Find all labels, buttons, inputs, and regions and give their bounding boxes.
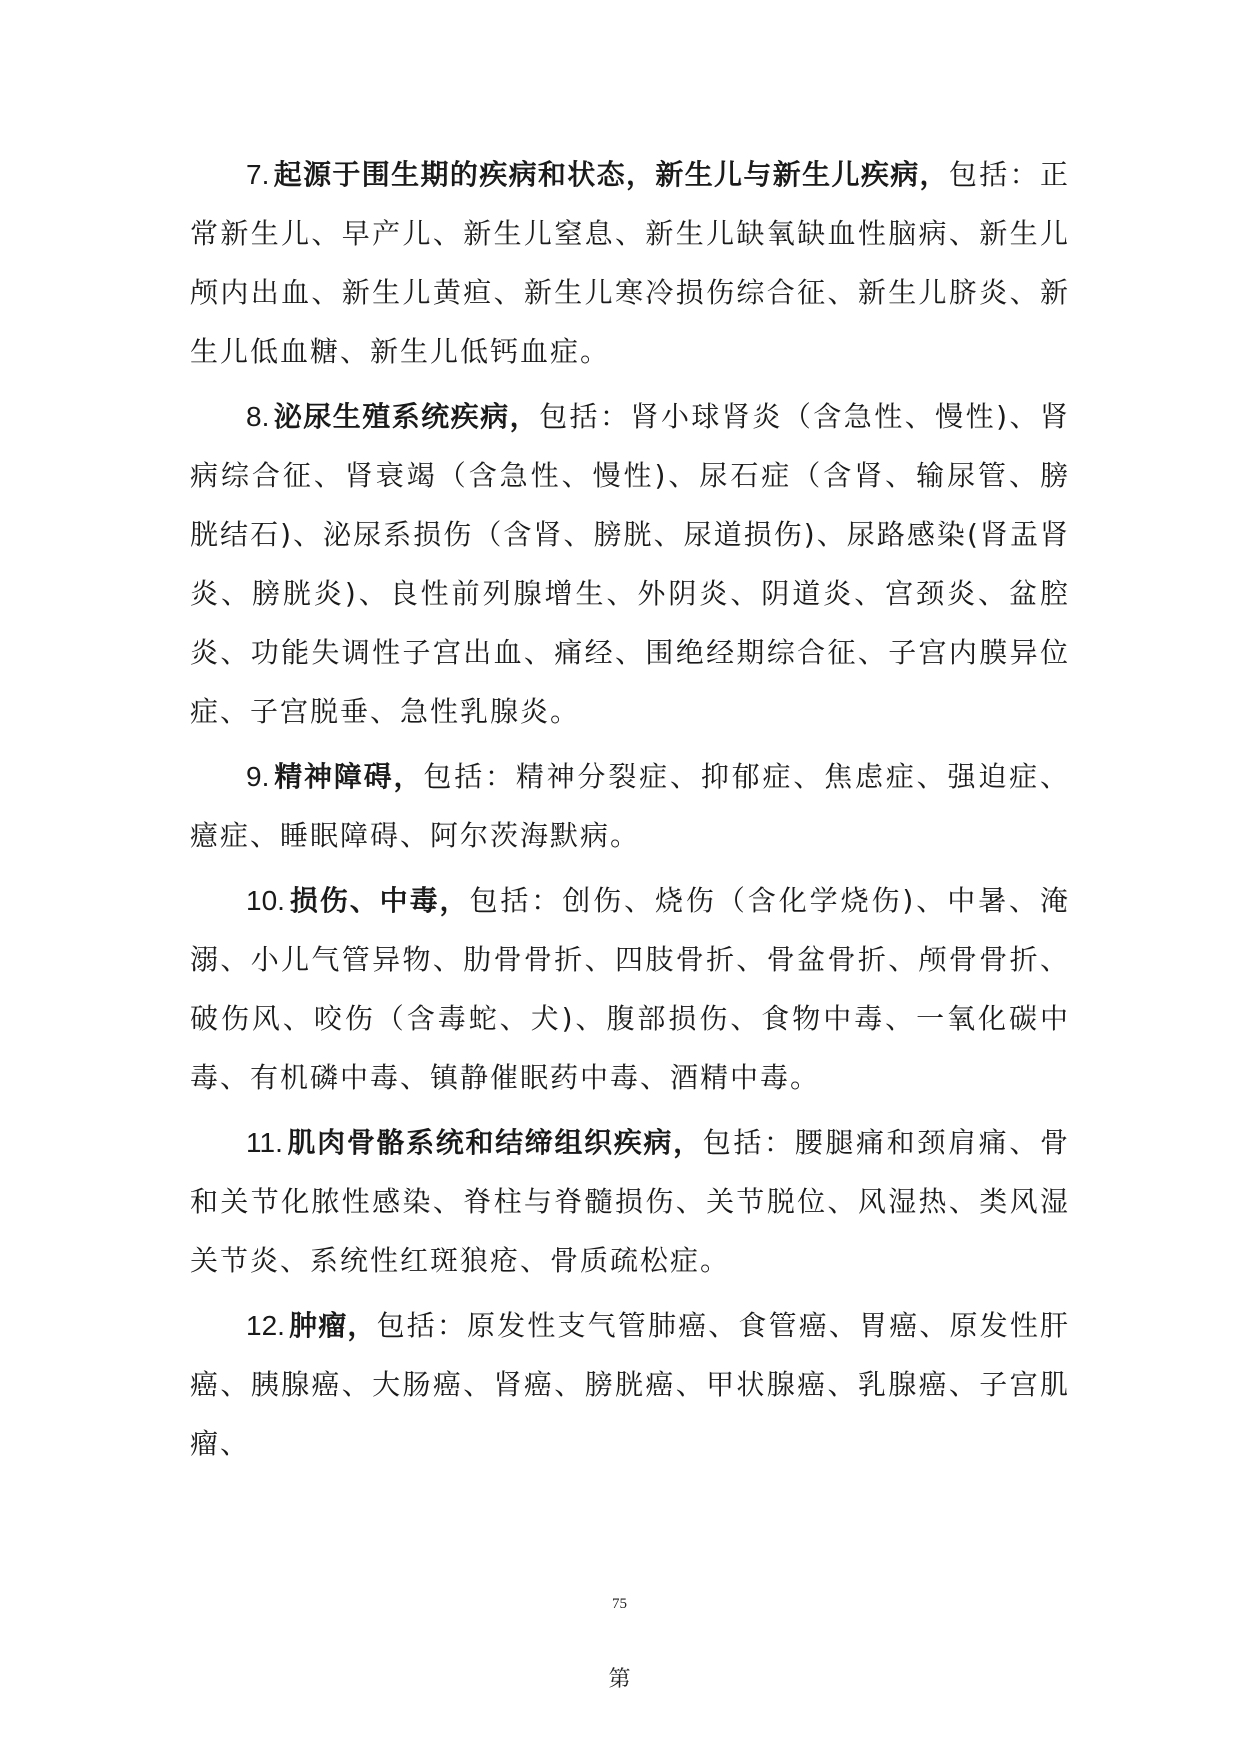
section-number: 10. xyxy=(246,885,285,916)
section-10 xyxy=(190,871,1070,1107)
section-9 xyxy=(190,747,1070,865)
section-heading: 肿瘤， xyxy=(288,1309,377,1342)
section-body: 包括：原发性支气管肺癌、食管癌、胃癌、原发性肝癌、胰腺癌、大肠癌、肾癌、膀胱癌、甲状腺癌、乳腺癌、子宫肌瘤、 xyxy=(190,1309,1070,1460)
section-number: 12. xyxy=(246,1310,285,1341)
section-body: 包括：肾小球肾炎（含急性、慢性)、肾病综合征、肾衰竭（含急性、慢性)、尿石症（含肾、输尿管、膀胱结石)、泌尿系损伤（含肾、膀胱、尿道损伤)、尿路感染(肾盂肾炎、膀胱炎)、良性前列腺增生、外阴炎、阴道炎、宫颈炎、盆腔炎、功能失调性子宫出血、痛经、围绝经期综合征、子宫内膜异位症、子宫脱垂、急性乳腺炎。 xyxy=(190,400,1070,728)
section-heading: 损伤、中毒， xyxy=(288,884,470,917)
section-number: 9. xyxy=(246,761,270,792)
section-12 xyxy=(190,1296,1070,1473)
section-8 xyxy=(190,387,1070,741)
section-body: 包括：创伤、烧伤（含化学烧伤)、中暑、淹溺、小儿气管异物、肋骨骨折、四肢骨折、骨盆骨折、颅骨骨折、破伤风、咬伤（含毒蛇、犬)、腹部损伤、食物中毒、一氧化碳中毒、有机磷中毒、镇静催眠药中毒、酒精中毒。 xyxy=(190,884,1070,1094)
section-body: 包括：正常新生儿、早产儿、新生儿窒息、新生儿缺氧缺血性脑病、新生儿颅内出血、新生儿黄疸、新生儿寒冷损伤综合征、新生儿脐炎、新生儿低血糖、新生儿低钙血症。 xyxy=(190,158,1070,368)
section-body: 包括：腰腿痛和颈肩痛、骨和关节化脓性感染、脊柱与脊髓损伤、关节脱位、风湿热、类风湿关节炎、系统性红斑狼疮、骨质疏松症。 xyxy=(190,1126,1070,1277)
section-heading: 起源于围生期的疾病和状态，新生儿与新生儿疾病， xyxy=(273,158,949,191)
footer-trailing-text: 第 xyxy=(608,1667,631,1692)
document-body xyxy=(190,145,1070,1479)
section-number: 11. xyxy=(246,1127,283,1158)
section-11 xyxy=(190,1113,1070,1290)
section-heading: 泌尿生殖系统疾病， xyxy=(273,400,540,433)
section-7 xyxy=(190,145,1070,381)
section-heading: 精神障碍， xyxy=(273,760,424,793)
section-body: 包括：精神分裂症、抑郁症、焦虑症、强迫症、癔症、睡眠障碍、阿尔茨海默病。 xyxy=(190,760,1070,852)
page-number: 75 xyxy=(612,1596,627,1612)
section-number: 8. xyxy=(246,401,270,432)
section-heading: 肌肉骨骼系统和结缔组织疾病， xyxy=(286,1126,703,1159)
section-number: 7. xyxy=(246,159,270,190)
